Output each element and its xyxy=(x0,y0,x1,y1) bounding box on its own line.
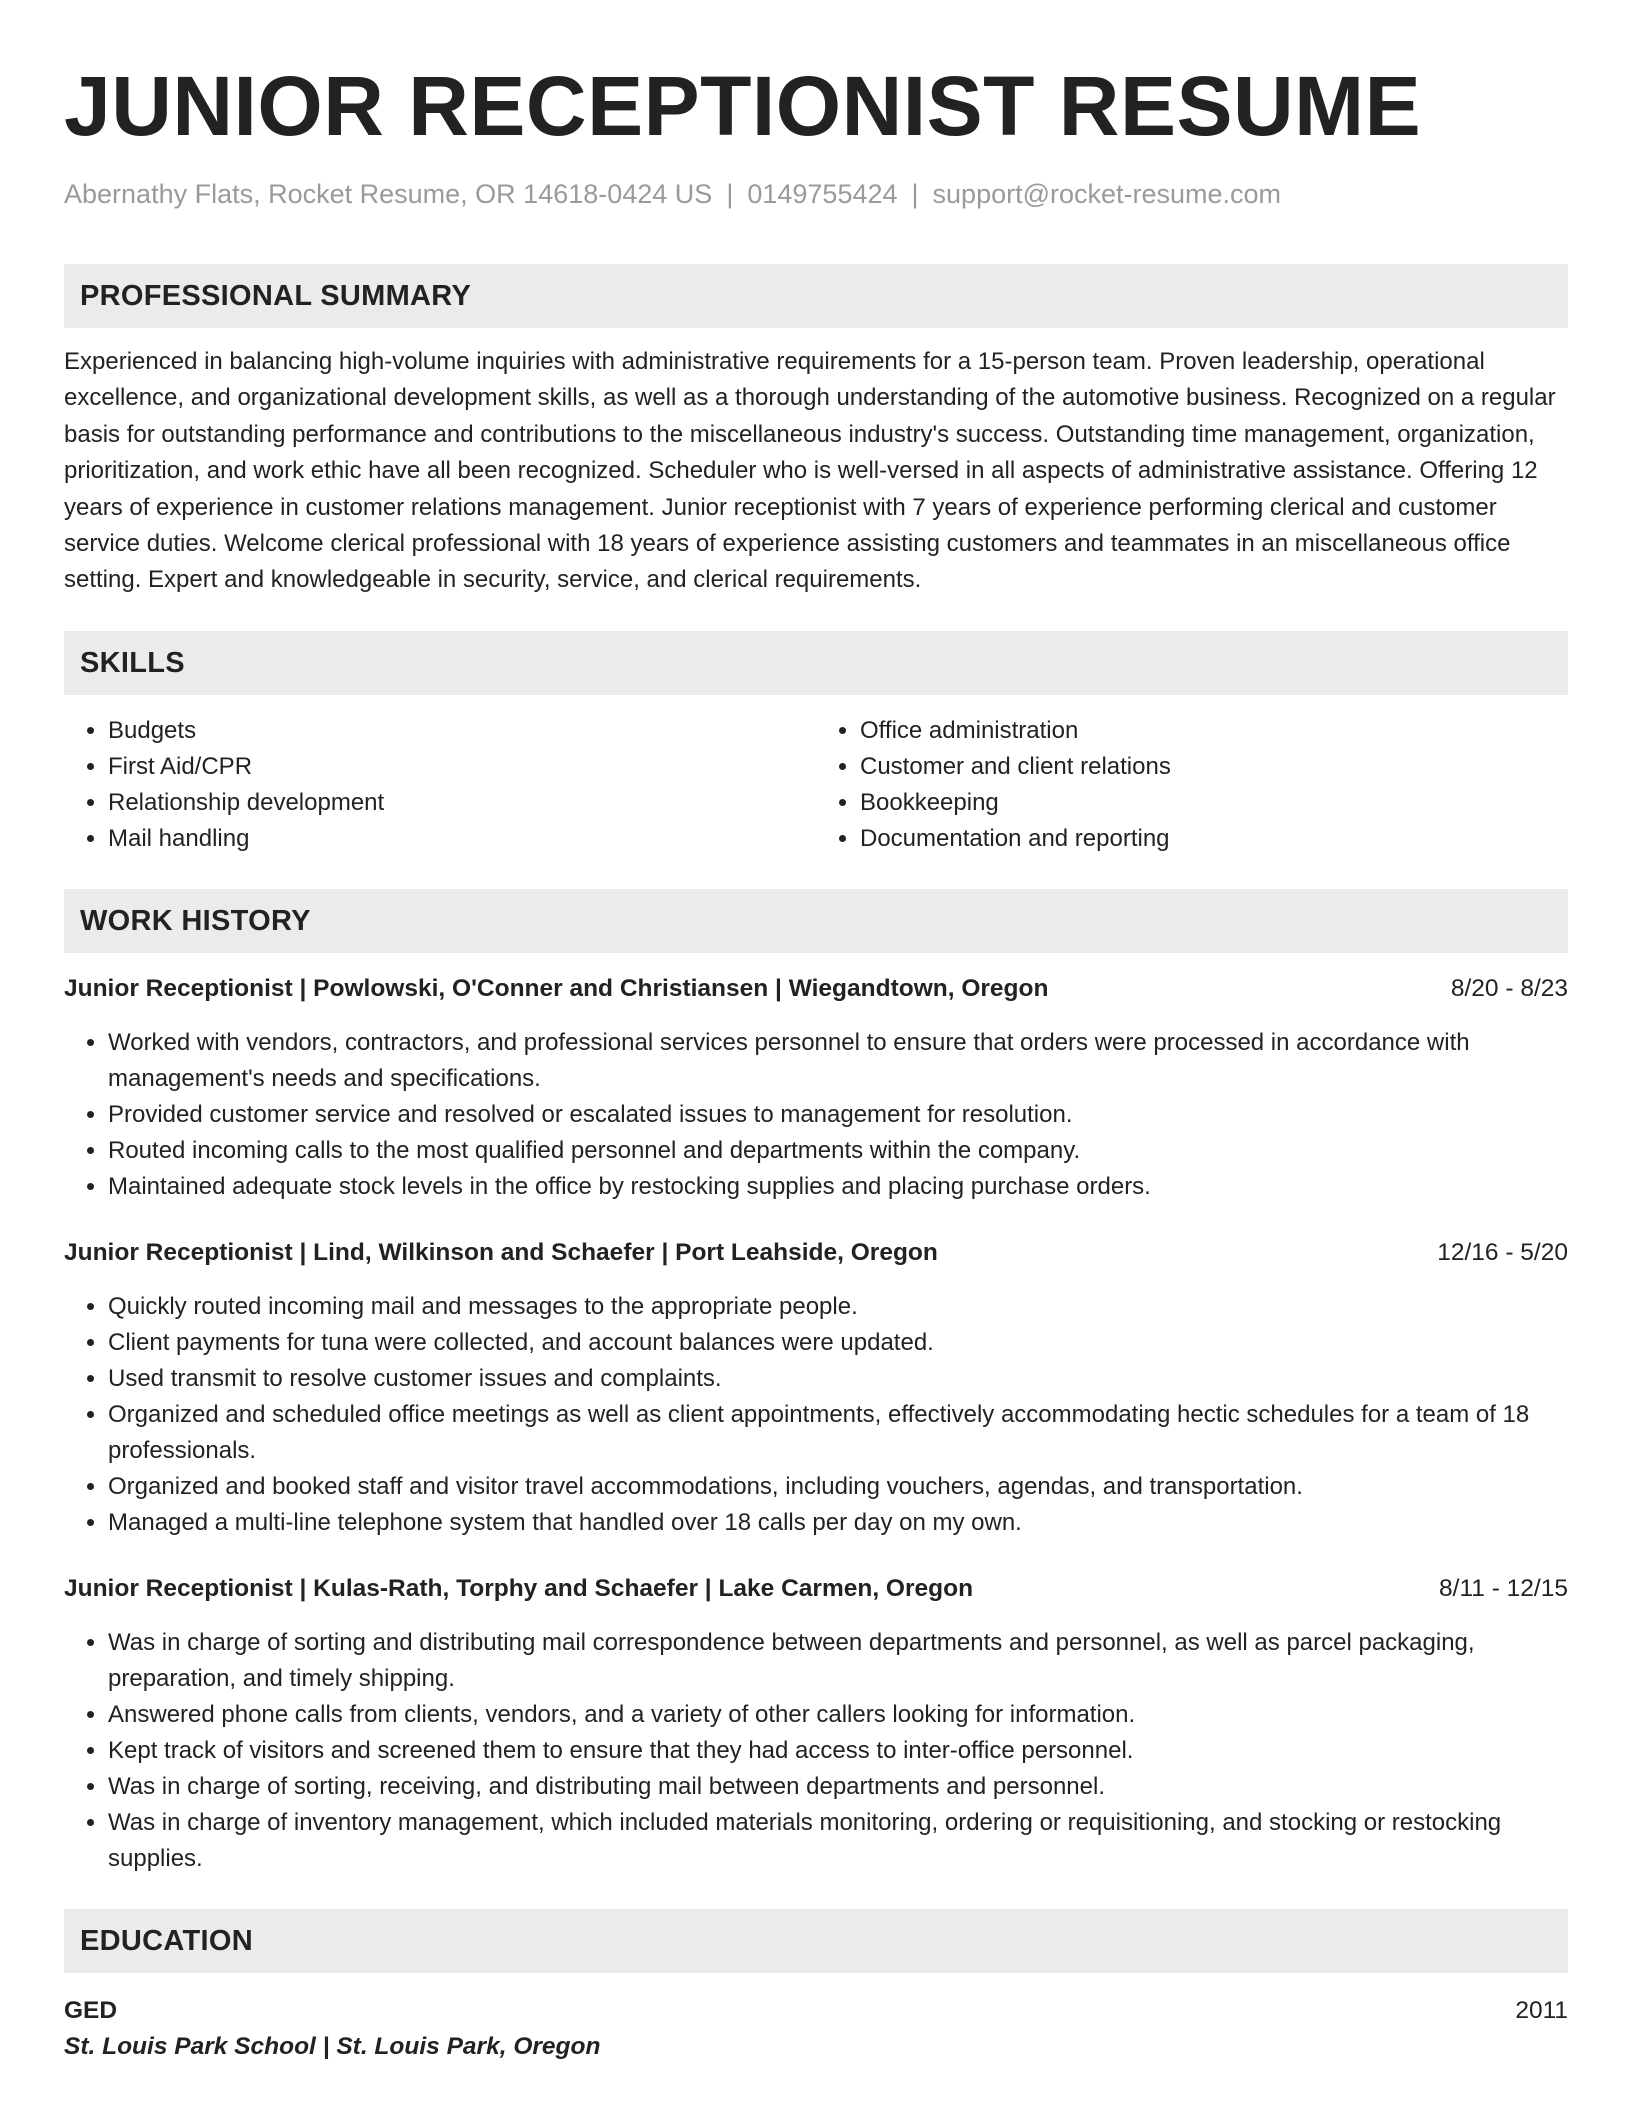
skill-item: • Office administration xyxy=(860,713,1568,749)
resume-title: JUNIOR RECEPTIONIST RESUME xyxy=(64,59,1422,153)
skills-grid xyxy=(64,713,1568,857)
skills-column-left xyxy=(64,713,816,857)
duty-item: • Was in charge of sorting, receiving, and distributing mail between departments and personnel. xyxy=(108,1769,1568,1805)
duty-item: • Worked with vendors, contractors, and professional services personnel to ensure that orders were processed in accordance with management's needs and specifications. xyxy=(108,1025,1568,1097)
job-duties xyxy=(64,1025,1568,1205)
section-heading-education: EDUCATION xyxy=(64,1909,1568,1973)
duty-item: • Kept track of visitors and screened them to ensure that they had access to inter-office personnel. xyxy=(108,1733,1568,1769)
job-title: Junior Receptionist | Lind, Wilkinson and Schaefer | Port Leahside, Oregon xyxy=(64,1238,938,1266)
duty-item: • Was in charge of sorting and distributing mail correspondence between departments and personnel, as well as parcel packaging, preparation, and timely shipping. xyxy=(108,1625,1568,1697)
education-header xyxy=(64,1993,1568,2029)
skill-item: • Relationship development xyxy=(108,785,816,821)
job-header xyxy=(64,1571,1568,1607)
skill-item: • Documentation and reporting xyxy=(860,821,1568,857)
contact-separator: | xyxy=(726,179,734,209)
duty-item: • Was in charge of inventory management, which included materials monitoring, ordering or requisitioning, and stocking or restocking supplies. xyxy=(108,1805,1568,1877)
contact-line xyxy=(64,176,1568,212)
section-heading-work-history: WORK HISTORY xyxy=(64,889,1568,953)
skill-item: • Mail handling xyxy=(108,821,816,857)
job-entry xyxy=(64,971,1568,1205)
skills-column-right xyxy=(816,713,1568,857)
duty-item: • Routed incoming calls to the most qualified personnel and departments within the company. xyxy=(108,1133,1568,1169)
job-title: Junior Receptionist | Kulas-Rath, Torphy and Schaefer | Lake Carmen, Oregon xyxy=(64,1574,974,1602)
job-entry xyxy=(64,1235,1568,1541)
job-header xyxy=(64,1235,1568,1271)
summary-text: Experienced in balancing high-volume inquiries with administrative requirements for a 15-person team. Proven leadership, operational excellence, and organizational development skills, as well as a thorough understanding of the automotive business. Recognized on a regular basis for outstanding performance and contributions to the miscellaneous industry's success. Outstanding time management, organization, prioritization, and work ethic have all been recognized. Scheduler who is well-versed in all aspects of administrative assistance. Offering 12 years of experience in customer relations management. Junior receptionist with 7 years of experience performing clerical and customer service duties. Welcome clerical professional with 18 years of experience assisting customers and teammates in an miscellaneous office setting. Expert and knowledgeable in security, service, and clerical requirements. xyxy=(64,348,1556,594)
job-title: Junior Receptionist | Powlowski, O'Conner and Christiansen | Wiegandtown, Oregon xyxy=(64,974,1049,1002)
education-degree: GED xyxy=(64,1996,118,2024)
skill-item: • First Aid/CPR xyxy=(108,749,816,785)
duty-item: • Answered phone calls from clients, vendors, and a variety of other callers looking for information. xyxy=(108,1697,1568,1733)
duty-item: • Organized and scheduled office meetings as well as client appointments, effectively accommodating hectic schedules for a team of 18 professionals. xyxy=(108,1397,1568,1469)
section-heading-summary: PROFESSIONAL SUMMARY xyxy=(64,264,1568,328)
duty-item: • Client payments for tuna were collected, and account balances were updated. xyxy=(108,1325,1568,1361)
education-school: St. Louis Park School | St. Louis Park, Oregon xyxy=(64,2032,601,2060)
duty-item: • Maintained adequate stock levels in the office by restocking supplies and placing purchase orders. xyxy=(108,1169,1568,1205)
job-dates: 8/11 - 12/15 xyxy=(1439,1574,1568,1602)
duty-item: • Organized and booked staff and visitor travel accommodations, including vouchers, agendas, and transportation. xyxy=(108,1469,1568,1505)
contact-separator: | xyxy=(911,179,919,209)
duty-item: • Provided customer service and resolved or escalated issues to management for resolution. xyxy=(108,1097,1568,1133)
education-year: 2011 xyxy=(1515,1996,1568,2024)
job-dates: 8/20 - 8/23 xyxy=(1450,974,1568,1002)
duty-item: • Quickly routed incoming mail and messages to the appropriate people. xyxy=(108,1289,1568,1325)
contact-email: support@rocket-resume.com xyxy=(932,179,1282,209)
contact-phone: 0149755424 xyxy=(747,179,898,209)
job-duties xyxy=(64,1625,1568,1877)
skill-item: • Budgets xyxy=(108,713,816,749)
job-entry xyxy=(64,1571,1568,1877)
job-dates: 12/16 - 5/20 xyxy=(1437,1238,1568,1266)
skill-item: • Customer and client relations xyxy=(860,749,1568,785)
job-duties xyxy=(64,1289,1568,1541)
job-header xyxy=(64,971,1568,1007)
contact-address: Abernathy Flats, Rocket Resume, OR 14618-0424 US xyxy=(64,179,713,209)
duty-item: • Used transmit to resolve customer issues and complaints. xyxy=(108,1361,1568,1397)
duty-item: • Managed a multi-line telephone system that handled over 18 calls per day on my own. xyxy=(108,1505,1568,1541)
skill-item: • Bookkeeping xyxy=(860,785,1568,821)
section-heading-skills: SKILLS xyxy=(64,631,1568,695)
